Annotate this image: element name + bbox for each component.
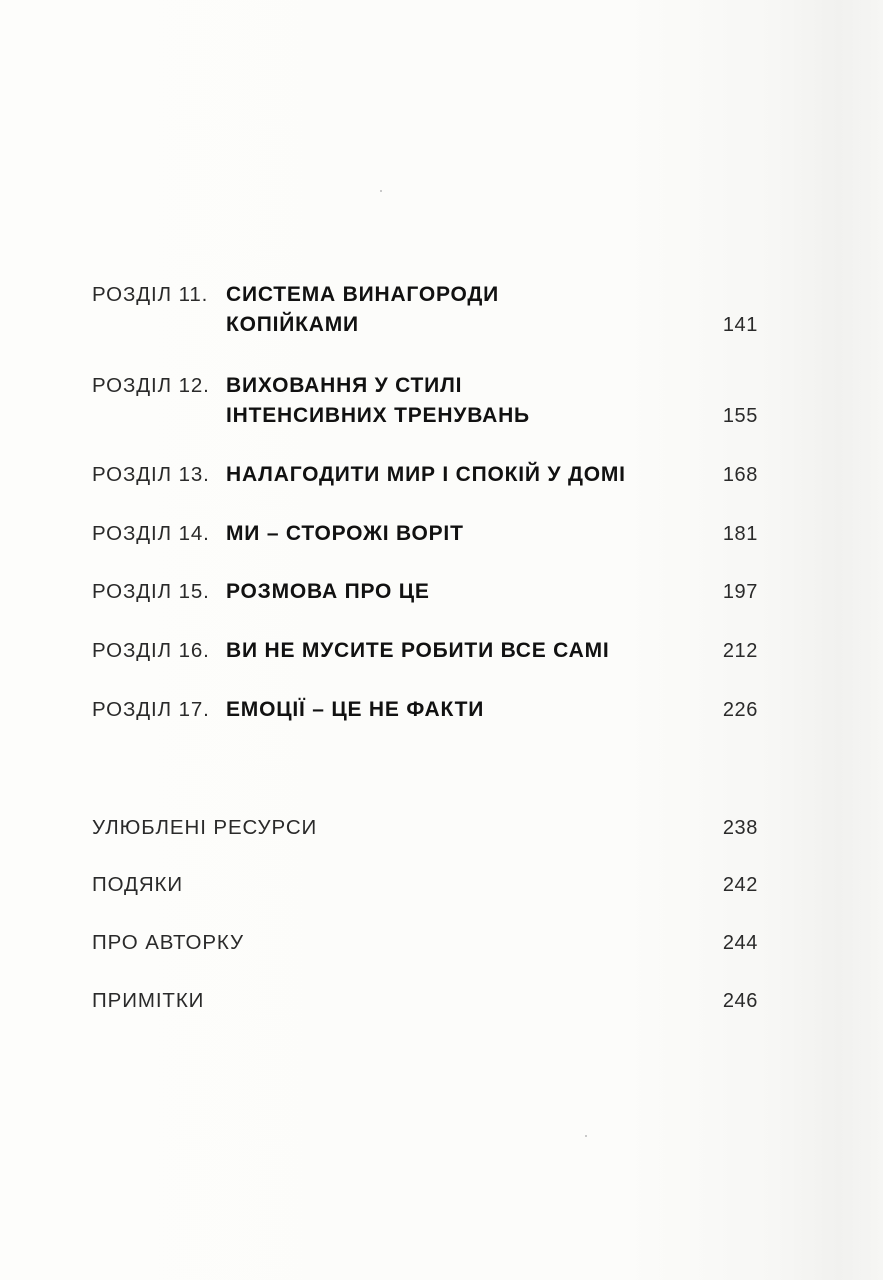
chapter-title-line-1: СИСТЕМА ВИНАГОРОДИ: [226, 283, 500, 306]
toc-entry-chapter-14[interactable]: [92, 519, 758, 549]
page-number: 181: [722, 523, 758, 545]
page-number: 212: [722, 640, 758, 662]
toc-entry-favorite-resources[interactable]: [92, 813, 758, 843]
page-number: 168: [722, 464, 758, 486]
toc-entry-chapter-13[interactable]: [92, 460, 758, 490]
chapter-title-line-2: ІНТЕНСИВНИХ ТРЕНУВАНЬ: [226, 404, 530, 427]
section-label: УЛЮБЛЕНІ РЕСУРСИ: [92, 816, 318, 839]
chapter-title: МИ – СТОРОЖІ ВОРІТ: [226, 522, 464, 545]
toc-entry-acknowledgements[interactable]: [92, 870, 758, 900]
page-number: 242: [722, 874, 758, 896]
page-number: 226: [722, 699, 758, 721]
toc-entry-notes[interactable]: [92, 986, 758, 1016]
toc-entry-chapter-11[interactable]: [92, 280, 758, 340]
section-label: ПОДЯКИ: [92, 873, 183, 896]
chapter-title: ЕМОЦІЇ – ЦЕ НЕ ФАКТИ: [226, 698, 485, 721]
page-number: 155: [722, 405, 758, 427]
chapter-title-line-2: КОПІЙКАМИ: [226, 313, 359, 336]
toc-entry-chapter-16[interactable]: [92, 636, 758, 666]
chapter-label: РОЗДІЛ 14.: [92, 522, 210, 545]
chapter-label: РОЗДІЛ 16.: [92, 639, 210, 662]
chapter-title: ВИ НЕ МУСИТЕ РОБИТИ ВСЕ САМІ: [226, 639, 610, 662]
chapter-label: РОЗДІЛ 13.: [92, 463, 210, 486]
toc-entry-chapter-12[interactable]: [92, 371, 758, 431]
page-number: 244: [722, 932, 758, 954]
chapter-label: РОЗДІЛ 15.: [92, 580, 210, 603]
toc-entry-chapter-15[interactable]: [92, 577, 758, 607]
toc-entry-chapter-17[interactable]: [92, 695, 758, 725]
page-number: 238: [722, 817, 758, 839]
page-number: 141: [722, 314, 758, 336]
chapter-title: НАЛАГОДИТИ МИР І СПОКІЙ У ДОМІ: [226, 463, 626, 486]
chapter-label: РОЗДІЛ 11.: [92, 283, 209, 306]
page-number: 246: [722, 990, 758, 1012]
chapter-label: РОЗДІЛ 17.: [92, 698, 210, 721]
chapter-title: РОЗМОВА ПРО ЦЕ: [226, 580, 430, 603]
page-number: 197: [722, 581, 758, 603]
section-label: ПРО АВТОРКУ: [92, 931, 244, 954]
toc-entry-about-author[interactable]: [92, 928, 758, 958]
chapter-label: РОЗДІЛ 12.: [92, 374, 210, 397]
chapter-title-line-1: ВИХОВАННЯ У СТИЛІ: [226, 374, 463, 397]
paper-speck: [380, 190, 382, 192]
paper-speck: [585, 1135, 587, 1137]
section-label: ПРИМІТКИ: [92, 989, 205, 1012]
